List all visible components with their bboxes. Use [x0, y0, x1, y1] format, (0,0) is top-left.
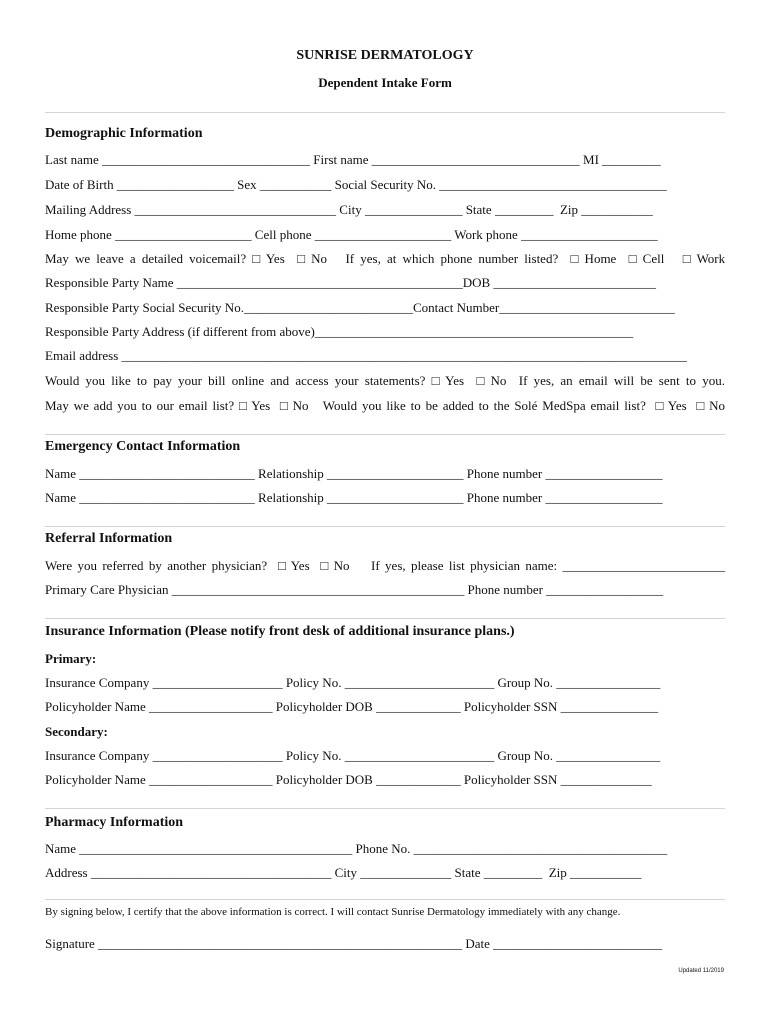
subheading-secondary: Secondary: [45, 724, 108, 739]
field-line-referred-by[interactable]: Were you referred by another physician? □ Yes □ No If yes, please list physician name: _________________________ [45, 558, 726, 573]
field-line-pharmacy-name[interactable]: Name __________________________________________ Phone No. _______________________________________ [45, 841, 668, 856]
divider [45, 899, 725, 900]
field-line-primary-care[interactable]: Primary Care Physician _____________________________________________ Phone number __________________ [45, 582, 664, 597]
field-line-phones[interactable]: Home phone _____________________ Cell phone _____________________ Work phone _____________________ [45, 227, 658, 242]
section-heading-emergency: Emergency Contact Information [45, 439, 241, 454]
section-heading-pharmacy: Pharmacy Information [45, 815, 184, 830]
form-title: SUNRISE DERMATOLOGY [296, 48, 474, 63]
section-heading-insurance: Insurance Information (Please notify front desk of additional insurance plans.) [45, 624, 515, 639]
signature-date-line[interactable]: Signature ________________________________________________________ Date __________________________ [45, 936, 663, 951]
field-line-dob-sex-ssn[interactable]: Date of Birth __________________ Sex ___________ Social Security No. ___________________________________ [45, 177, 667, 192]
divider [45, 526, 725, 527]
divider [45, 618, 725, 619]
field-line-voicemail-options[interactable]: May we leave a detailed voicemail? □ Yes □ No If yes, at which phone number listed? □ Home □ Cell □ Work [45, 251, 726, 266]
updated-date: Updated 11/2019 [678, 968, 724, 974]
field-line-secondary-policyholder[interactable]: Policyholder Name ___________________ Policyholder DOB _____________ Policyholder SSN ______________ [45, 772, 652, 787]
form-subtitle: Dependent Intake Form [318, 75, 452, 90]
field-line-responsible-party-address[interactable]: Responsible Party Address (if different from above)_________________________________________________ [45, 324, 634, 339]
section-heading-referral: Referral Information [45, 531, 173, 546]
field-line-email[interactable]: Email address _______________________________________________________________________________________ [45, 348, 688, 363]
field-line-mailing-address[interactable]: Mailing Address _______________________________ City _______________ State _________ Zip ___________ [45, 202, 653, 217]
field-line-online-billing[interactable]: Would you like to pay your bill online and access your statements? □ Yes □ No If yes, an email will be sent to you. [45, 373, 725, 388]
field-line-responsible-party-ssn[interactable]: Responsible Party Social Security No.__________________________Contact Number___________________________ [45, 300, 675, 315]
certification-text: By signing below, I certify that the above information is correct. I will contact Sunrise Dermatology immediately with any change. [45, 906, 621, 918]
field-line-primary-insurance[interactable]: Insurance Company ____________________ Policy No. _______________________ Group No. ________________ [45, 675, 661, 690]
field-line-pharmacy-address[interactable]: Address _____________________________________ City ______________ State _________ Zip ___________ [45, 865, 642, 880]
field-line-secondary-insurance[interactable]: Insurance Company ____________________ Policy No. _______________________ Group No. ________________ [45, 748, 661, 763]
field-line-name[interactable]: Last name ________________________________ First name ________________________________ MI _________ [45, 152, 661, 167]
field-line-responsible-party[interactable]: Responsible Party Name ____________________________________________DOB _________________________ [45, 275, 656, 290]
section-heading-demographic: Demographic Information [45, 126, 203, 141]
divider [45, 808, 725, 809]
field-line-emergency-contact-1[interactable]: Name ___________________________ Relationship _____________________ Phone number __________________ [45, 466, 663, 481]
divider [45, 112, 725, 113]
field-line-primary-policyholder[interactable]: Policyholder Name ___________________ Policyholder DOB _____________ Policyholder SSN _______________ [45, 699, 659, 714]
subheading-primary: Primary: [45, 651, 97, 666]
field-line-emergency-contact-2[interactable]: Name ___________________________ Relationship _____________________ Phone number __________________ [45, 490, 663, 505]
divider [45, 434, 725, 435]
field-line-email-list[interactable]: May we add you to our email list? □ Yes □ No Would you like to be added to the Solé MedSpa email list? □ Yes □ No [45, 398, 725, 413]
